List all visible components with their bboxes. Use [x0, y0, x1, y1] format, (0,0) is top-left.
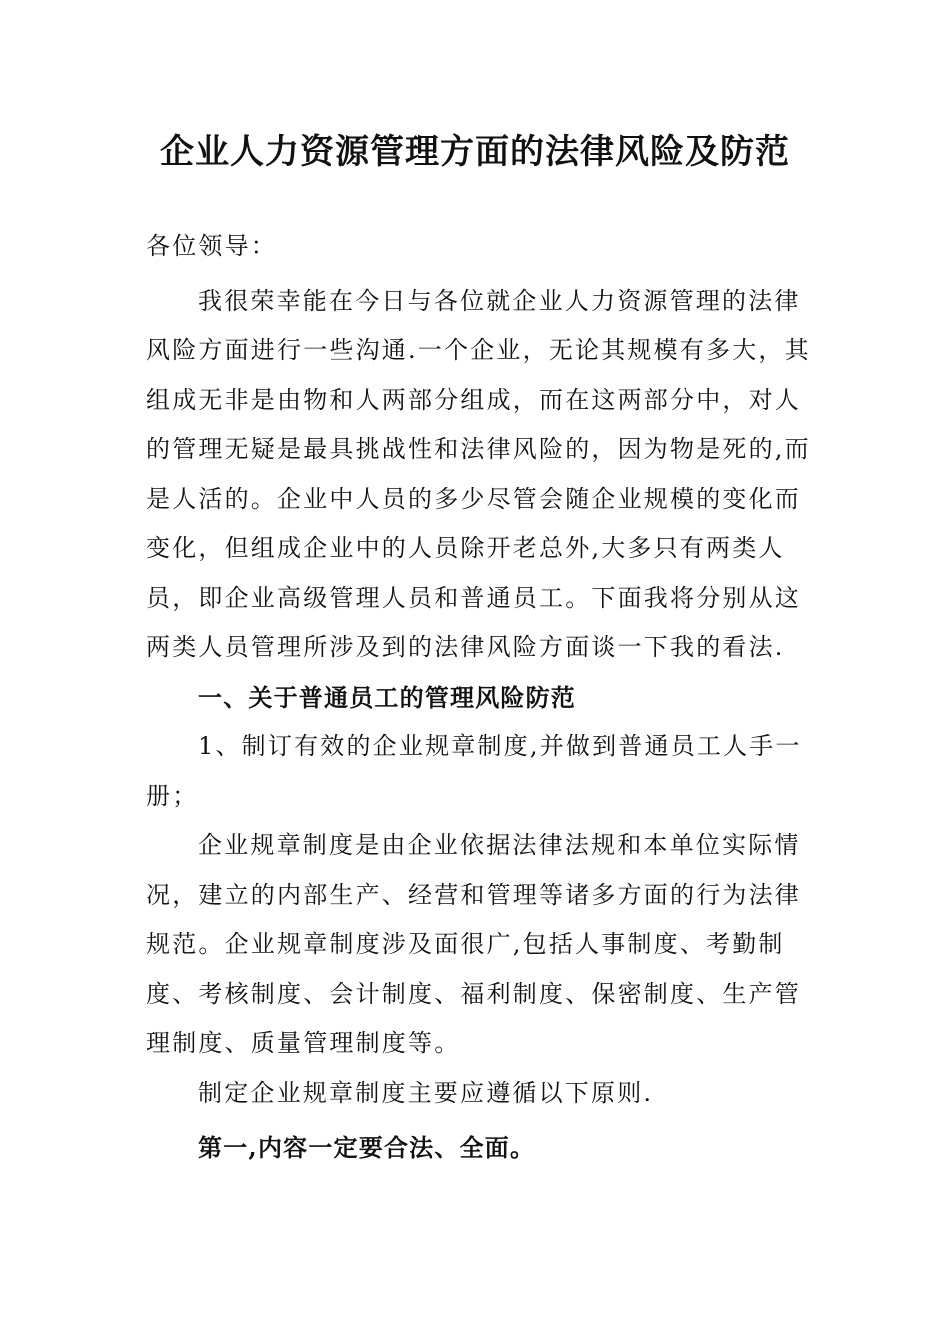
document-title: 企业人力资源管理方面的法律风险及防范: [160, 132, 790, 172]
salutation: 各位领导：: [146, 232, 277, 260]
document-body: [146, 222, 826, 1173]
paragraph-rules-definition: 企业规章制度是由企业依据法律法规和本单位实际情况，建立的内部生产、经营和管理等诸多方面的行为法律规范。企业规章制度涉及面很广,包括人事制度、考勤制度、考核制度、会计制度、福利制度、保密制度、生产管理制度、质量管理制度等。: [146, 831, 801, 1057]
principle-first: 第一,内容一定要合法、全面。: [198, 1133, 536, 1162]
paragraph-intro: 我很荣幸能在今日与各位就企业人力资源管理的法律风险方面进行一些沟通.一个企业，无论其规模有多大，其组成无非是由物和人两部分组成，而在这两部分中，对人的管理无疑是最具挑战性和法律风险的，因为物是死的,而是人活的。企业中人员的多少尽管会随企业规模的变化而变化，但组成企业中的人员除开老总外,大多只有两类人员，即企业高级管理人员和普通员工。下面我将分别从这两类人员管理所涉及到的法律风险方面谈一下我的看法.: [146, 286, 811, 661]
paragraph-principles-intro: 制定企业规章制度主要应遵循以下原则.: [198, 1078, 654, 1107]
section-heading-ordinary-staff: 一、关于普通员工的管理风险防范: [198, 682, 576, 712]
paragraph-item-1: 1、制订有效的企业规章制度,并做到普通员工人手一册；: [146, 732, 802, 810]
